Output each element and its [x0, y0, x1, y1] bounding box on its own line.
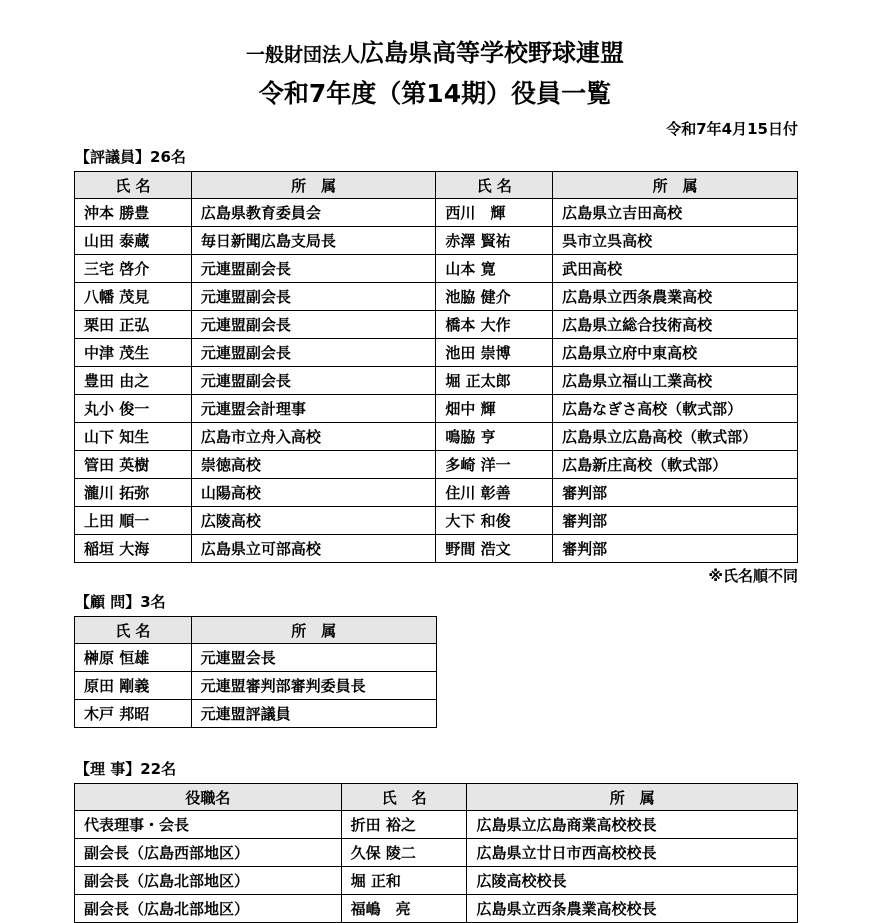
table-row: [75, 700, 437, 728]
order-note: ※氏名順不同: [708, 567, 798, 585]
member-name: 木戸 邦昭: [75, 700, 192, 728]
member-affiliation: 広島県立広島高校（軟式部）: [553, 423, 798, 451]
member-affiliation: 広島県立府中東高校: [553, 339, 798, 367]
advisors-table: [74, 616, 437, 728]
member-name: 久保 陵二: [341, 839, 467, 867]
member-affiliation: 広島県立福山工業高校: [553, 367, 798, 395]
member-affiliation: 広島県教育委員会: [191, 199, 436, 227]
member-affiliation: 元連盟副会長: [191, 339, 436, 367]
member-name: 沖本 勝豊: [75, 199, 192, 227]
table-header-row: [75, 784, 798, 811]
member-name: 赤澤 賢祐: [436, 227, 553, 255]
member-name: 池田 崇博: [436, 339, 553, 367]
member-affiliation: 広島県立西条農業高校: [553, 283, 798, 311]
col-header-affiliation: 所 属: [191, 172, 436, 199]
org-title: [0, 38, 870, 70]
table-row: [75, 199, 798, 227]
table-row: [75, 255, 798, 283]
member-affiliation: 審判部: [553, 479, 798, 507]
member-name: 大下 和俊: [436, 507, 553, 535]
member-affiliation: 広島県立西条農業高校校長: [467, 895, 798, 923]
member-name: 豊田 由之: [75, 367, 192, 395]
table-row: [75, 535, 798, 563]
table-row: [75, 339, 798, 367]
member-name: 榊原 恒雄: [75, 644, 192, 672]
table-header-row: [75, 617, 437, 644]
member-name: 山田 泰蔵: [75, 227, 192, 255]
org-prefix: 一般財団法人: [245, 44, 360, 66]
table-row: [75, 423, 798, 451]
member-affiliation: 広島県立広島商業高校校長: [467, 811, 798, 839]
member-name: 橋本 大作: [436, 311, 553, 339]
member-affiliation: 崇徳高校: [191, 451, 436, 479]
member-affiliation: 審判部: [553, 507, 798, 535]
member-affiliation: 呉市立呉高校: [553, 227, 798, 255]
table-row: [75, 507, 798, 535]
member-role: 副会長（広島北部地区）: [75, 895, 342, 923]
member-name: 三宅 啓介: [75, 255, 192, 283]
org-name: 広島県高等学校野球連盟: [360, 39, 624, 67]
col-header-affiliation: 所 属: [191, 617, 436, 644]
member-name: 堀 正和: [341, 867, 467, 895]
member-affiliation: 広島新庄高校（軟式部）: [553, 451, 798, 479]
member-affiliation: 元連盟会計理事: [191, 395, 436, 423]
member-name: 山本 寛: [436, 255, 553, 283]
member-affiliation: 広島県立廿日市西高校校長: [467, 839, 798, 867]
member-name: 池脇 健介: [436, 283, 553, 311]
member-affiliation: 毎日新聞広島支局長: [191, 227, 436, 255]
member-name: 多崎 洋一: [436, 451, 553, 479]
table-row: [75, 839, 798, 867]
col-header-affiliation: 所 属: [553, 172, 798, 199]
table-row: [75, 395, 798, 423]
member-affiliation: 元連盟副会長: [191, 311, 436, 339]
member-name: 住川 彰善: [436, 479, 553, 507]
table-row: [75, 644, 437, 672]
col-header-affiliation: 所 属: [467, 784, 798, 811]
member-name: 原田 剛義: [75, 672, 192, 700]
member-affiliation: 広島県立可部高校: [191, 535, 436, 563]
member-name: 畑中 輝: [436, 395, 553, 423]
issue-date: 令和7年4月15日付: [666, 120, 798, 138]
member-role: 副会長（広島北部地区）: [75, 867, 342, 895]
member-affiliation: 元連盟会長: [191, 644, 436, 672]
member-name: 鳴脇 亨: [436, 423, 553, 451]
member-affiliation: 広陵高校校長: [467, 867, 798, 895]
directors-table: [74, 783, 798, 923]
member-name: 八幡 茂見: [75, 283, 192, 311]
member-name: 堀 正太郎: [436, 367, 553, 395]
member-name: 折田 裕之: [341, 811, 467, 839]
advisors-heading: 【顧 問】3名: [75, 593, 166, 611]
member-name: 瀧川 拓弥: [75, 479, 192, 507]
member-affiliation: 広陵高校: [191, 507, 436, 535]
member-affiliation: 武田高校: [553, 255, 798, 283]
member-name: 野間 浩文: [436, 535, 553, 563]
table-row: [75, 672, 437, 700]
table-row: [75, 311, 798, 339]
member-name: 福嶋 亮: [341, 895, 467, 923]
member-name: 上田 順一: [75, 507, 192, 535]
member-affiliation: 元連盟副会長: [191, 367, 436, 395]
table-row: [75, 811, 798, 839]
member-name: 管田 英樹: [75, 451, 192, 479]
col-header-name: 氏 名: [75, 617, 192, 644]
table-row: [75, 479, 798, 507]
member-affiliation: 広島市立舟入高校: [191, 423, 436, 451]
page-title: 令和7年度（第14期）役員一覧: [258, 79, 612, 108]
member-affiliation: 山陽高校: [191, 479, 436, 507]
member-affiliation: 元連盟副会長: [191, 255, 436, 283]
member-affiliation: 広島なぎさ高校（軟式部）: [553, 395, 798, 423]
member-affiliation: 審判部: [553, 535, 798, 563]
member-affiliation: 元連盟副会長: [191, 283, 436, 311]
table-row: [75, 451, 798, 479]
member-affiliation: 広島県立吉田高校: [553, 199, 798, 227]
member-affiliation: 元連盟審判部審判委員長: [191, 672, 436, 700]
table-row: [75, 283, 798, 311]
table-row: [75, 867, 798, 895]
member-name: 中津 茂生: [75, 339, 192, 367]
member-name: 栗田 正弘: [75, 311, 192, 339]
col-header-name: 氏 名: [75, 172, 192, 199]
member-name: 山下 知生: [75, 423, 192, 451]
member-name: 西川 輝: [436, 199, 553, 227]
col-header-name: 氏 名: [436, 172, 553, 199]
table-row: [75, 227, 798, 255]
councilors-heading: 【評議員】26名: [75, 148, 186, 166]
table-row: [75, 367, 798, 395]
directors-heading: 【理 事】22名: [75, 760, 177, 778]
member-role: 代表理事・会長: [75, 811, 342, 839]
member-role: 副会長（広島西部地区）: [75, 839, 342, 867]
member-name: 丸小 俊一: [75, 395, 192, 423]
table-header-row: [75, 172, 798, 199]
member-name: 稲垣 大海: [75, 535, 192, 563]
col-header-role: 役職名: [75, 784, 342, 811]
col-header-name: 氏 名: [341, 784, 467, 811]
table-row: [75, 895, 798, 923]
member-affiliation: 広島県立総合技術高校: [553, 311, 798, 339]
councilors-table: [74, 171, 798, 563]
member-affiliation: 元連盟評議員: [191, 700, 436, 728]
